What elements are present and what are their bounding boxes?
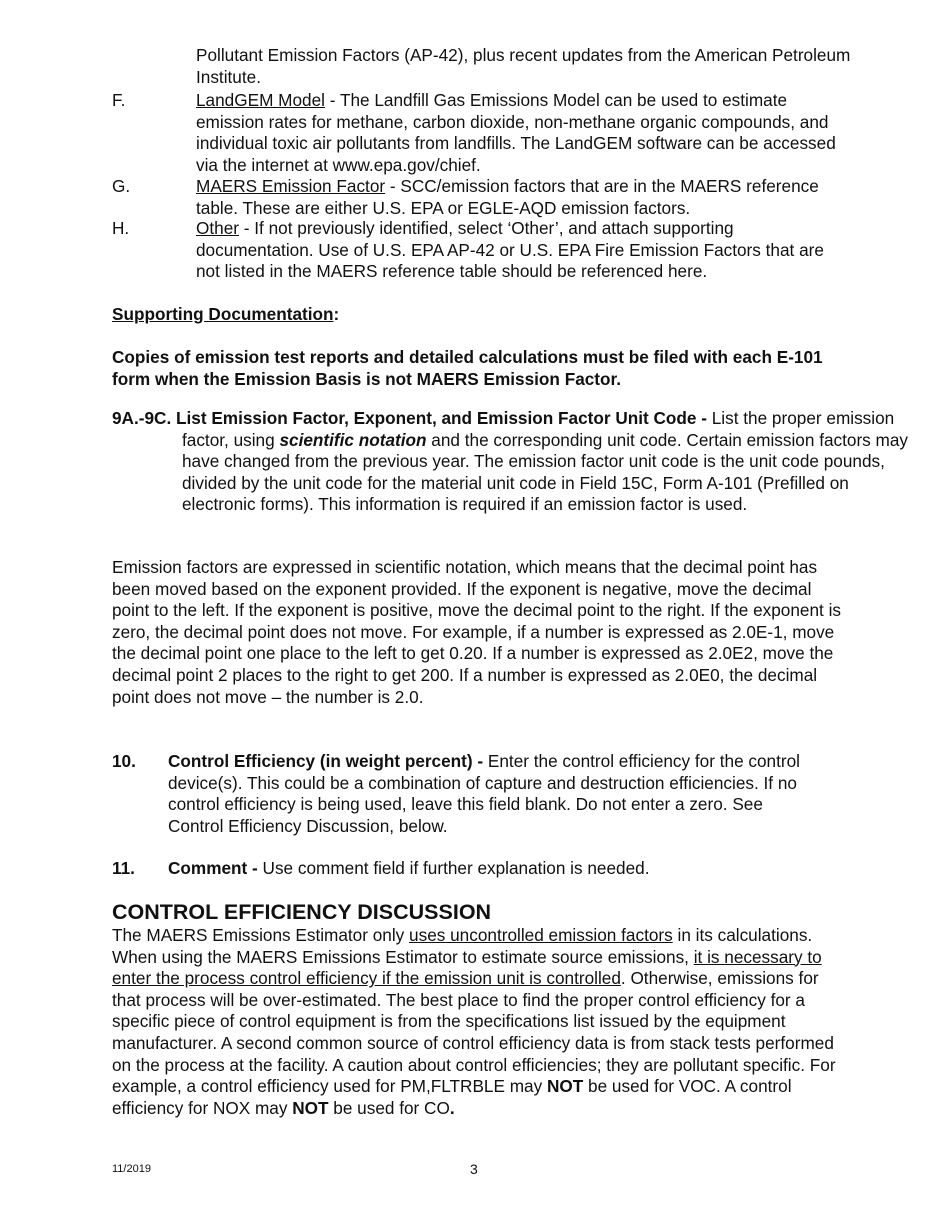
page-number: 3 [470, 1161, 478, 1177]
discussion-bold-not-1: NOT [546, 1076, 584, 1097]
item-10-label: Control Efficiency (in weight percent) - [168, 751, 484, 771]
item-11-label: Comment - [168, 858, 258, 878]
item-10-paragraph [168, 751, 818, 837]
basis-item-title: Other [196, 218, 239, 238]
item-9-emphasis: scientific notation [279, 429, 427, 450]
item-11-number: 11. [112, 858, 135, 878]
continuation-text: Pollutant Emission Factors (AP-42), plus recent updates from the American Petroleum Institute. [196, 45, 851, 87]
scientific-notation-paragraph: Emission factors are expressed in scientific notation, which means that the decimal point has been moved based on the exponent provided. If the exponent is negative, move the decimal point to the left. If the exponent is positive, move the decimal point to the right. If the exponent is zero, the decimal point does not move. For example, if a number is expressed as 2.0E-1, move the decimal point one place to the left to get 0.20. If a number is expressed as 2.0E2, move the decimal point 2 places to the right to get 200. If a number is expressed as 2.0E0, the decimal point does not move – the number is 2.0. [112, 557, 841, 707]
item-letter: H. [112, 218, 130, 238]
basis-item-body: - The Landfill Gas Emissions Model can be used to estimate emission rates for methane, carbon dioxide, non-methane organic compounds, and individual toxic air pollutants from landfills. The LandGEM software can be accessed via the internet at www.epa.gov/chief. [196, 90, 836, 175]
basis-item-other [196, 218, 836, 283]
discussion-text-3: . Otherwise, emissions for that process will be over-estimated. The best place to find the proper control efficiency for a specific piece of control equipment is from the specifications list issued by the equipment manufacturer. A second common source of control efficiency data is from stack tests performed on the process at the facility. A caution about control efficiencies; they are pollutant specific. For example, a control efficiency used for PM,FLTRBLE may [112, 968, 836, 1097]
discussion-text-1: The MAERS Emissions Estimator only [112, 925, 410, 945]
footer-date: 11/2019 [112, 1163, 151, 1175]
supporting-heading [112, 304, 339, 326]
item-10-body: Enter the control efficiency for the control device(s). This could be a combination of capture and destruction efficiencies. If no control efficiency is being used, leave this field blank. Do not enter a zero. See Control Efficiency Discussion, below. [168, 751, 800, 836]
item-9-paragraph [112, 408, 917, 516]
discussion-text-5: be used for CO [328, 1097, 450, 1118]
discussion-paragraph [112, 925, 844, 1119]
discussion-text-4: be used for VOC. A control efficiency for NOX may [112, 1076, 792, 1118]
basis-item-maers-factor [196, 176, 846, 219]
item-11-body: Use comment field if further explanation is needed. [257, 858, 650, 878]
item-11-paragraph [168, 858, 818, 880]
item-9-label: 9A.-9C. List Emission Factor, Exponent, and Emission Factor Unit Code - [112, 408, 707, 428]
discussion-text-2: in its calculations. When using the MAERS Emissions Estimator to estimate source emissions, [112, 925, 813, 967]
supporting-heading-colon: : [333, 304, 340, 324]
basis-item-landgem [196, 90, 846, 176]
discussion-underline-1: uses uncontrolled emission factors [409, 925, 673, 945]
discussion-bold-not-2: NOT [292, 1097, 329, 1118]
item-9-pre: List the proper emission factor, using [182, 408, 895, 450]
item-10-number: 10. [112, 751, 136, 771]
supporting-notice: Copies of emission test reports and detailed calculations must be filed with each E-101 form when the Emission Basis is not MAERS Emission Factor. [112, 347, 823, 389]
basis-item-title: LandGEM Model [196, 90, 325, 110]
discussion-bold-period: . [449, 1097, 455, 1118]
discussion-underline-2: it is necessary to enter the process control efficiency if the emission unit is controlled [112, 946, 822, 989]
basis-item-body: - SCC/emission factors that are in the MAERS reference table. These are either U.S. EPA or EGLE-AQD emission factors. [196, 176, 819, 218]
basis-item-body: - If not previously identified, select ‘Other’, and attach supporting documentation. Use of U.S. EPA AP-42 or U.S. EPA Fire Emission Factors that are not listed in the MAERS reference table should be referenced here. [196, 218, 824, 282]
supporting-heading-label: Supporting Documentation [112, 304, 334, 324]
item-9-post: and the corresponding unit code. Certain emission factors may have changed from the previous year. The emission factor unit code is the unit code pounds, divided by the unit code for the material unit code in Field 15C, Form A-101 (Prefilled on electronic forms). This information is required if an emission factor is used. [182, 429, 909, 515]
item-letter: F. [112, 90, 126, 110]
discussion-heading: CONTROL EFFICIENCY DISCUSSION [112, 900, 492, 924]
basis-item-title: MAERS Emission Factor [196, 176, 386, 196]
item-letter: G. [112, 176, 131, 196]
